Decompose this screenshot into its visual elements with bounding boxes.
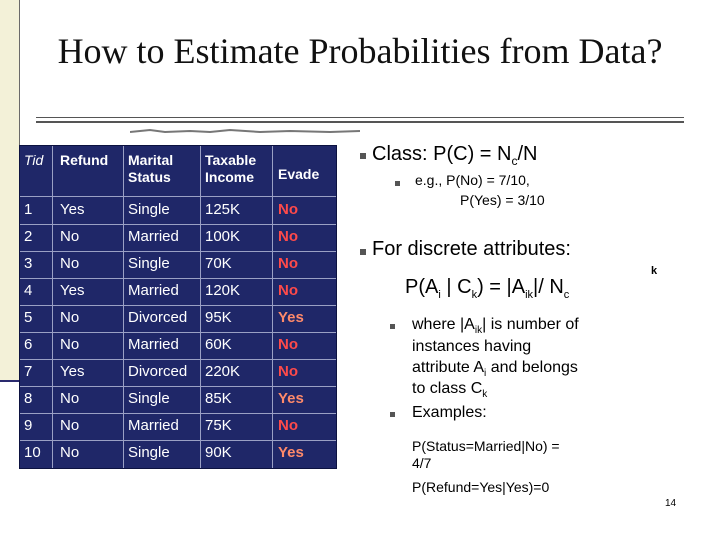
cell-tid: 1 (24, 201, 33, 218)
where-line1 (412, 316, 579, 336)
where-sub-ik: ik (474, 325, 483, 337)
cell-tid: 7 (24, 363, 33, 380)
where-line2: instances having (412, 338, 532, 355)
cell-income: 90K (205, 444, 232, 461)
formula-part: ) = |A (477, 276, 526, 298)
formula-part: | C (440, 276, 472, 298)
table-header (20, 146, 336, 196)
formula-part: |/ N (533, 276, 564, 298)
cell-income: 100K (205, 228, 241, 245)
class-subscript: c (511, 154, 518, 168)
header-income-line2: Income (205, 169, 255, 185)
cell-income: 120K (205, 282, 241, 299)
header-refund: Refund (60, 152, 109, 168)
cell-refund: No (60, 390, 80, 407)
cropped-text-fragment (130, 128, 360, 134)
cell-marital: Married (128, 336, 179, 353)
table-row (20, 386, 336, 413)
cell-marital: Single (128, 390, 170, 407)
cell-refund: No (60, 417, 80, 434)
header-marital-line2: Status (128, 169, 171, 185)
cell-marital: Married (128, 417, 179, 434)
header-tid: Tid (24, 152, 44, 168)
where-part: to class C (412, 380, 483, 397)
example-prior-line2: P(Yes) = 3/10 (460, 192, 545, 208)
cell-evade: No (278, 363, 298, 380)
cell-refund: No (60, 228, 80, 245)
examples-label: Examples: (412, 404, 487, 421)
class-prefix: Class: P(C) = N (372, 143, 512, 165)
cell-marital: Married (128, 282, 179, 299)
cell-tid: 9 (24, 417, 33, 434)
cell-evade: Yes (278, 390, 304, 407)
cell-marital: Single (128, 201, 170, 218)
table-row (20, 413, 336, 440)
cell-income: 60K (205, 336, 232, 353)
table-row (20, 359, 336, 386)
cell-income: 125K (205, 201, 241, 218)
table-row (20, 251, 336, 278)
cell-tid: 3 (24, 255, 33, 272)
example1-line1: P(Status=Married|No) = (412, 438, 560, 454)
where-part: | is number of (482, 316, 579, 333)
where-sub-i: i (484, 368, 487, 380)
cell-income: 85K (205, 390, 232, 407)
formula-sub-k: k (471, 289, 478, 301)
bullet-square (390, 324, 395, 329)
cell-income: 95K (205, 309, 232, 326)
cell-refund: No (60, 309, 80, 326)
title-divider-thick (36, 121, 684, 123)
where-part: and belongs (486, 359, 578, 376)
cell-tid: 4 (24, 282, 33, 299)
cell-income: 75K (205, 417, 232, 434)
cell-income: 220K (205, 363, 241, 380)
table-row (20, 278, 336, 305)
title-divider (36, 117, 684, 118)
class-prior-formula (372, 143, 537, 168)
slide-title: How to Estimate Probabilities from Data? (57, 31, 663, 71)
header-marital-line1: Marital (128, 152, 174, 168)
example2: P(Refund=Yes|Yes)=0 (412, 479, 550, 495)
cell-evade: Yes (278, 309, 304, 326)
bullet-square (390, 412, 395, 417)
cell-tid: 8 (24, 390, 33, 407)
formula-sub-i: i (438, 289, 441, 301)
example-prior-line1: e.g., P(No) = 7/10, (415, 172, 530, 188)
formula-sub-ik: ik (525, 289, 534, 301)
formula-sub-c: c (563, 289, 570, 301)
cell-refund: No (60, 336, 80, 353)
table-row (20, 197, 336, 224)
cell-evade: No (278, 336, 298, 353)
cell-refund: No (60, 444, 80, 461)
discrete-heading: For discrete attributes: (372, 238, 571, 260)
cell-evade: No (278, 201, 298, 218)
floating-k-label: k (651, 265, 658, 277)
where-line3 (412, 359, 578, 379)
training-data-table (19, 145, 337, 469)
cell-tid: 2 (24, 228, 33, 245)
bullet-square (360, 153, 366, 159)
cell-evade: No (278, 255, 298, 272)
table-row (20, 224, 336, 251)
cell-tid: 10 (24, 444, 41, 461)
cell-refund: Yes (60, 363, 85, 380)
where-part: where |A (412, 316, 475, 333)
where-line4 (412, 380, 487, 400)
cell-tid: 5 (24, 309, 33, 326)
where-part: attribute A (412, 359, 485, 376)
cell-evade: No (278, 228, 298, 245)
cell-marital: Single (128, 444, 170, 461)
table-row (20, 305, 336, 332)
formula-part: P(A (405, 276, 439, 298)
class-suffix: /N (517, 143, 538, 165)
cell-marital: Married (128, 228, 179, 245)
cell-tid: 6 (24, 336, 33, 353)
table-row (20, 332, 336, 359)
bullet-square (360, 249, 366, 255)
cell-refund: Yes (60, 201, 85, 218)
cell-evade: No (278, 282, 298, 299)
cell-marital: Divorced (128, 363, 188, 380)
table-row (20, 440, 336, 467)
cell-income: 70K (205, 255, 232, 272)
page-number: 14 (665, 498, 677, 509)
cell-marital: Single (128, 255, 170, 272)
header-income-line1: Taxable (205, 152, 257, 168)
conditional-probability-formula (405, 276, 569, 301)
bullet-square (395, 181, 400, 186)
example1-line2: 4/7 (412, 455, 432, 471)
header-evade: Evade (278, 166, 320, 182)
cell-marital: Divorced (128, 309, 188, 326)
cell-evade: No (278, 417, 298, 434)
left-decoration-accent (0, 380, 20, 382)
where-sub-k: k (482, 389, 488, 401)
cell-refund: Yes (60, 282, 85, 299)
cell-refund: No (60, 255, 80, 272)
cell-evade: Yes (278, 444, 304, 461)
